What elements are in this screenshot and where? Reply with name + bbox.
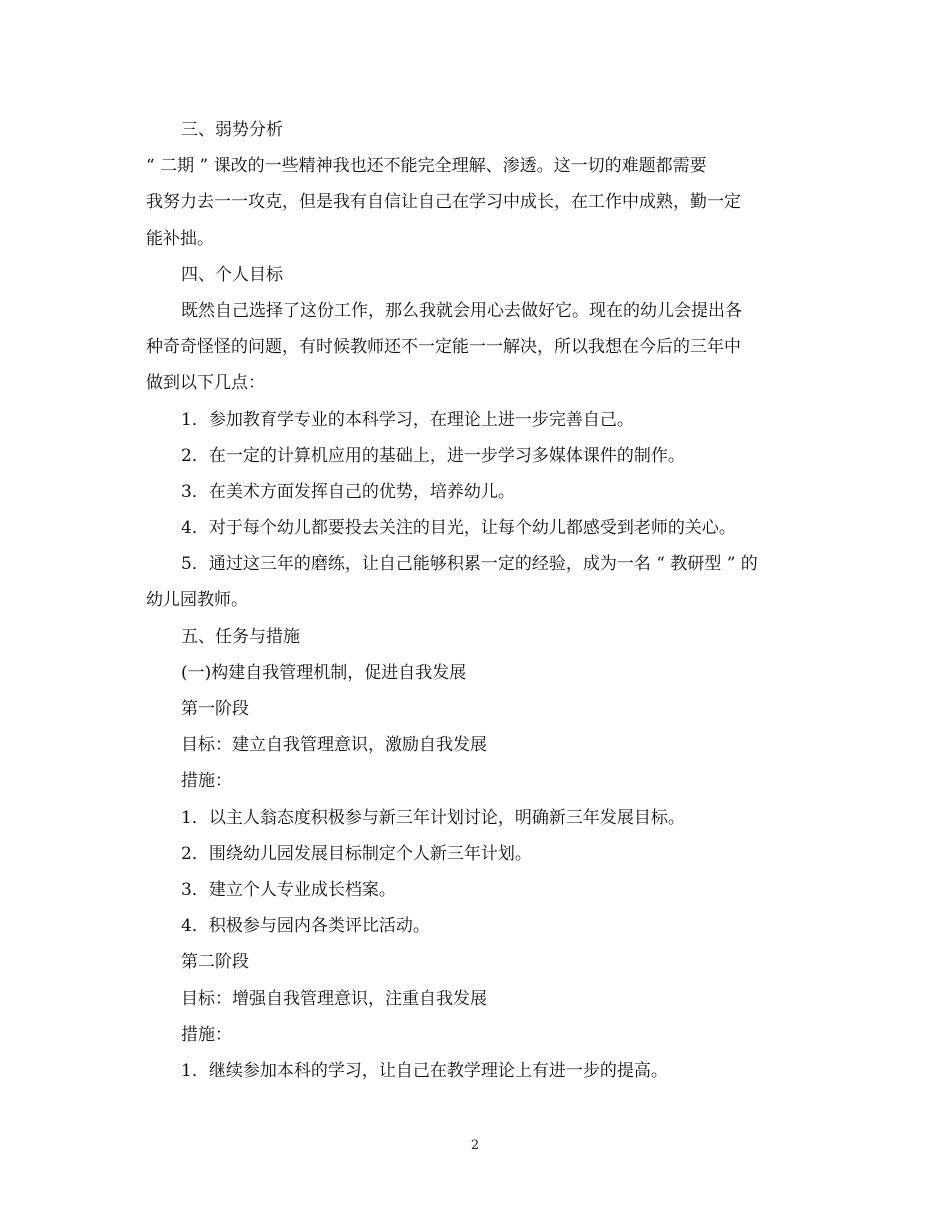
text-line: 3．在美术方面发挥自己的优势，培养幼儿。 <box>181 481 515 502</box>
text-line: 5．通过这三年的磨练，让自己能够积累一定的经验，成为一名 “ 教研型 ” 的 <box>181 554 758 575</box>
text-line: 做到以下几点： <box>146 373 265 394</box>
text-line: 第二阶段 <box>181 952 249 973</box>
text-line: 1．参加教育学专业的本科学习，在理论上进一步完善自己。 <box>181 409 634 430</box>
text-line: 1．继续参加本科的学习，让自己在教学理论上有进一步的提高。 <box>181 1060 668 1081</box>
text-line: “ 二期 ” 课改的一些精神我也还不能完全理解、渗透。这一切的难题都需要 <box>146 156 707 177</box>
text-line: 措施： <box>181 1024 232 1045</box>
text-line: 1．以主人翁态度积极参与新三年计划讨论，明确新三年发展目标。 <box>181 807 685 828</box>
text-line: 种奇奇怪怪的问题，有时候教师还不一定能一一解决，所以我想在今后的三年中 <box>146 337 741 358</box>
text-line: 五、任务与措施 <box>181 626 300 647</box>
text-line: 既然自己选择了这份工作，那么我就会用心去做好它。现在的幼儿会提出各 <box>181 300 742 321</box>
text-line: 2．围绕幼儿园发展目标制定个人新三年计划。 <box>181 843 532 864</box>
text-line: 4．对于每个幼儿都要投去关注的目光，让每个幼儿都感受到老师的关心。 <box>181 518 736 539</box>
page-number: 2 <box>470 1138 480 1153</box>
text-line: 措施： <box>181 771 232 792</box>
text-line: 三、弱势分析 <box>181 120 283 140</box>
text-line: 4．积极参与园内各类评比活动。 <box>181 916 430 937</box>
text-line: 能补拙。 <box>146 228 214 249</box>
document-body <box>146 112 806 1089</box>
text-line: 我努力去一一攻克，但是我有自信让自己在学习中成长，在工作中成熟，勤一定 <box>146 192 741 213</box>
text-line: 第一阶段 <box>181 699 249 719</box>
text-line: 目标：增强自我管理意识，注重自我发展 <box>181 988 487 1009</box>
text-line: 幼儿园教师。 <box>146 590 248 611</box>
text-line: 3．建立个人专业成长档案。 <box>181 879 396 900</box>
text-line: 目标：建立自我管理意识，激励自我发展 <box>181 735 487 756</box>
text-line: 四、个人目标 <box>181 264 283 285</box>
text-line: (一)构建自我管理机制，促进自我发展 <box>181 662 467 683</box>
text-line: 2．在一定的计算机应用的基础上，进一步学习多媒体课件的制作。 <box>181 445 685 466</box>
